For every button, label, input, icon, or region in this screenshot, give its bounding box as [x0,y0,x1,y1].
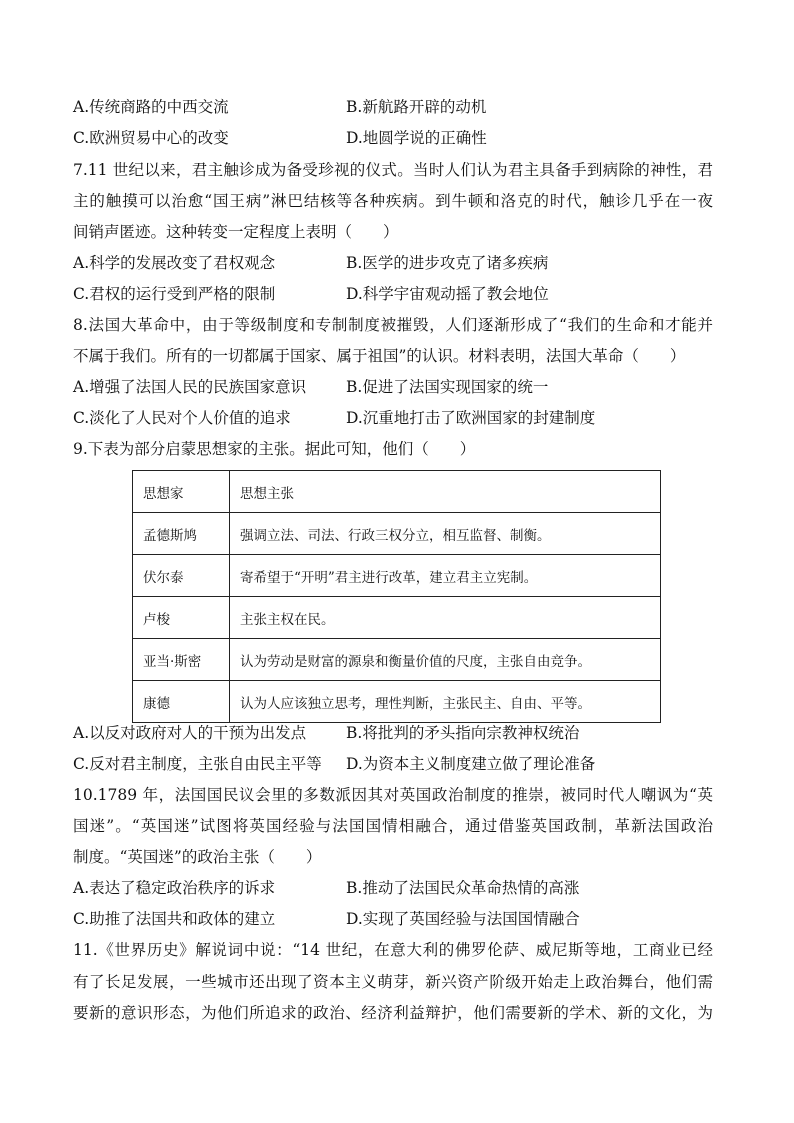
thinker-idea: 强调立法、司法、行政三权分立，相互监督、制衡。 [230,513,661,555]
thinker-name: 卢梭 [133,597,230,639]
table-row [133,555,661,597]
thinker-name: 康德 [133,681,230,723]
q10-stem-line-2: 国迷”。“英国迷”试图将英国经验与法国国情相融合，通过借鉴英国政制，革新法国政治 [73,817,713,835]
q6-option-d[interactable]: D.地圆学说的正确性 [346,129,487,147]
thinkers-table [132,470,661,723]
q7-option-b[interactable]: B.医学的进步攻克了诸多疾病 [346,254,549,272]
table-row [133,513,661,555]
q8-option-d[interactable]: D.沉重地打击了欧洲国家的封建制度 [346,409,596,427]
q9-option-d[interactable]: D.为资本主义制度建立做了理论准备 [346,755,596,773]
thinker-idea: 认为人应该独立思考，理性判断，主张民主、自由、平等。 [230,681,661,723]
q11-stem-line-3: 要新的意识形态，为他们所追求的政治、经济利益辩护，他们需要新的学术、新的文化，为 [73,1004,713,1022]
q11-stem-line-2: 有了长足发展，一些城市还出现了资本主义萌芽，新兴资产阶级开始走上政治舞台，他们需 [73,973,713,991]
q10-option-c[interactable]: C.助推了法国共和政体的建立 [73,910,276,928]
q8-option-b[interactable]: B.促进了法国实现国家的统一 [346,378,549,396]
q7-stem-line-1: 7.11 世纪以来，君主触诊成为备受珍视的仪式。当时人们认为君主具备手到病除的神性，君 [73,161,713,179]
q7-option-d[interactable]: D.科学宇宙观动摇了教会地位 [346,285,549,303]
table-row [133,639,661,681]
q10-stem-line-1: 10.1789 年，法国国民议会里的多数派因其对英国政治制度的推崇，被同时代人嘲讽为“英 [73,786,713,804]
q10-option-d[interactable]: D.实现了英国经验与法国国情融合 [346,910,580,928]
q10-option-b[interactable]: B.推动了法国民众革命热情的高涨 [346,879,580,897]
q10-option-a[interactable]: A.表达了稳定政治秩序的诉求 [73,879,276,897]
table-row [133,681,661,723]
thinker-name: 伏尔泰 [133,555,230,597]
q9-option-b[interactable]: B.将批判的矛头指向宗教神权统治 [346,724,580,742]
thinker-idea: 寄希望于“开明”君主进行改革，建立君主立宪制。 [230,555,661,597]
q7-option-a[interactable]: A.科学的发展改变了君权观念 [73,254,276,272]
thinker-name: 亚当·斯密 [133,639,230,681]
q8-stem-line-1: 8.法国大革命中，由于等级制度和专制制度被摧毁，人们逐渐形成了“我们的生命和才能并 [73,316,713,334]
thinker-idea: 认为劳动是财富的源泉和衡量价值的尺度，主张自由竞争。 [230,639,661,681]
q8-option-a[interactable]: A.增强了法国人民的民族国家意识 [73,378,307,396]
q7-option-c[interactable]: C.君权的运行受到严格的限制 [73,285,276,303]
thinker-idea: 主张主权在民。 [230,597,661,639]
q8-stem-line-2: 不属于我们。所有的一切都属于国家、属于祖国”的认识。材料表明，法国大革命（ ） [73,347,686,365]
q10-stem-line-3: 制度。“英国迷”的政治主张（ ） [73,848,322,866]
q9-option-a[interactable]: A.以反对政府对人的干预为出发点 [73,724,307,742]
q6-option-a[interactable]: A.传统商路的中西交流 [73,98,229,116]
table-header-row [133,471,661,513]
q8-option-c[interactable]: C.淡化了人民对个人价值的追求 [73,409,291,427]
q6-option-b[interactable]: B.新航路开辟的动机 [346,98,487,116]
q7-stem-line-3: 间销声匿迹。这种转变一定程度上表明（ ） [73,223,399,241]
q7-stem-line-2: 主的触摸可以治愈“国王病”淋巴结核等各种疾病。到牛顿和洛克的时代，触诊几乎在一夜 [73,192,713,210]
q9-stem: 9.下表为部分启蒙思想家的主张。据此可知，他们（ ） [73,440,476,458]
table-header-thinker: 思想家 [133,471,230,513]
q6-option-c[interactable]: C.欧洲贸易中心的改变 [73,129,229,147]
q11-stem-line-1: 11.《世界历史》解说词中说：“14 世纪，在意大利的佛罗伦萨、威尼斯等地，工商业已经 [73,941,713,959]
thinker-name: 孟德斯鸠 [133,513,230,555]
table-header-idea: 思想主张 [230,471,661,513]
table-row [133,597,661,639]
q9-option-c[interactable]: C.反对君主制度，主张自由民主平等 [73,755,322,773]
